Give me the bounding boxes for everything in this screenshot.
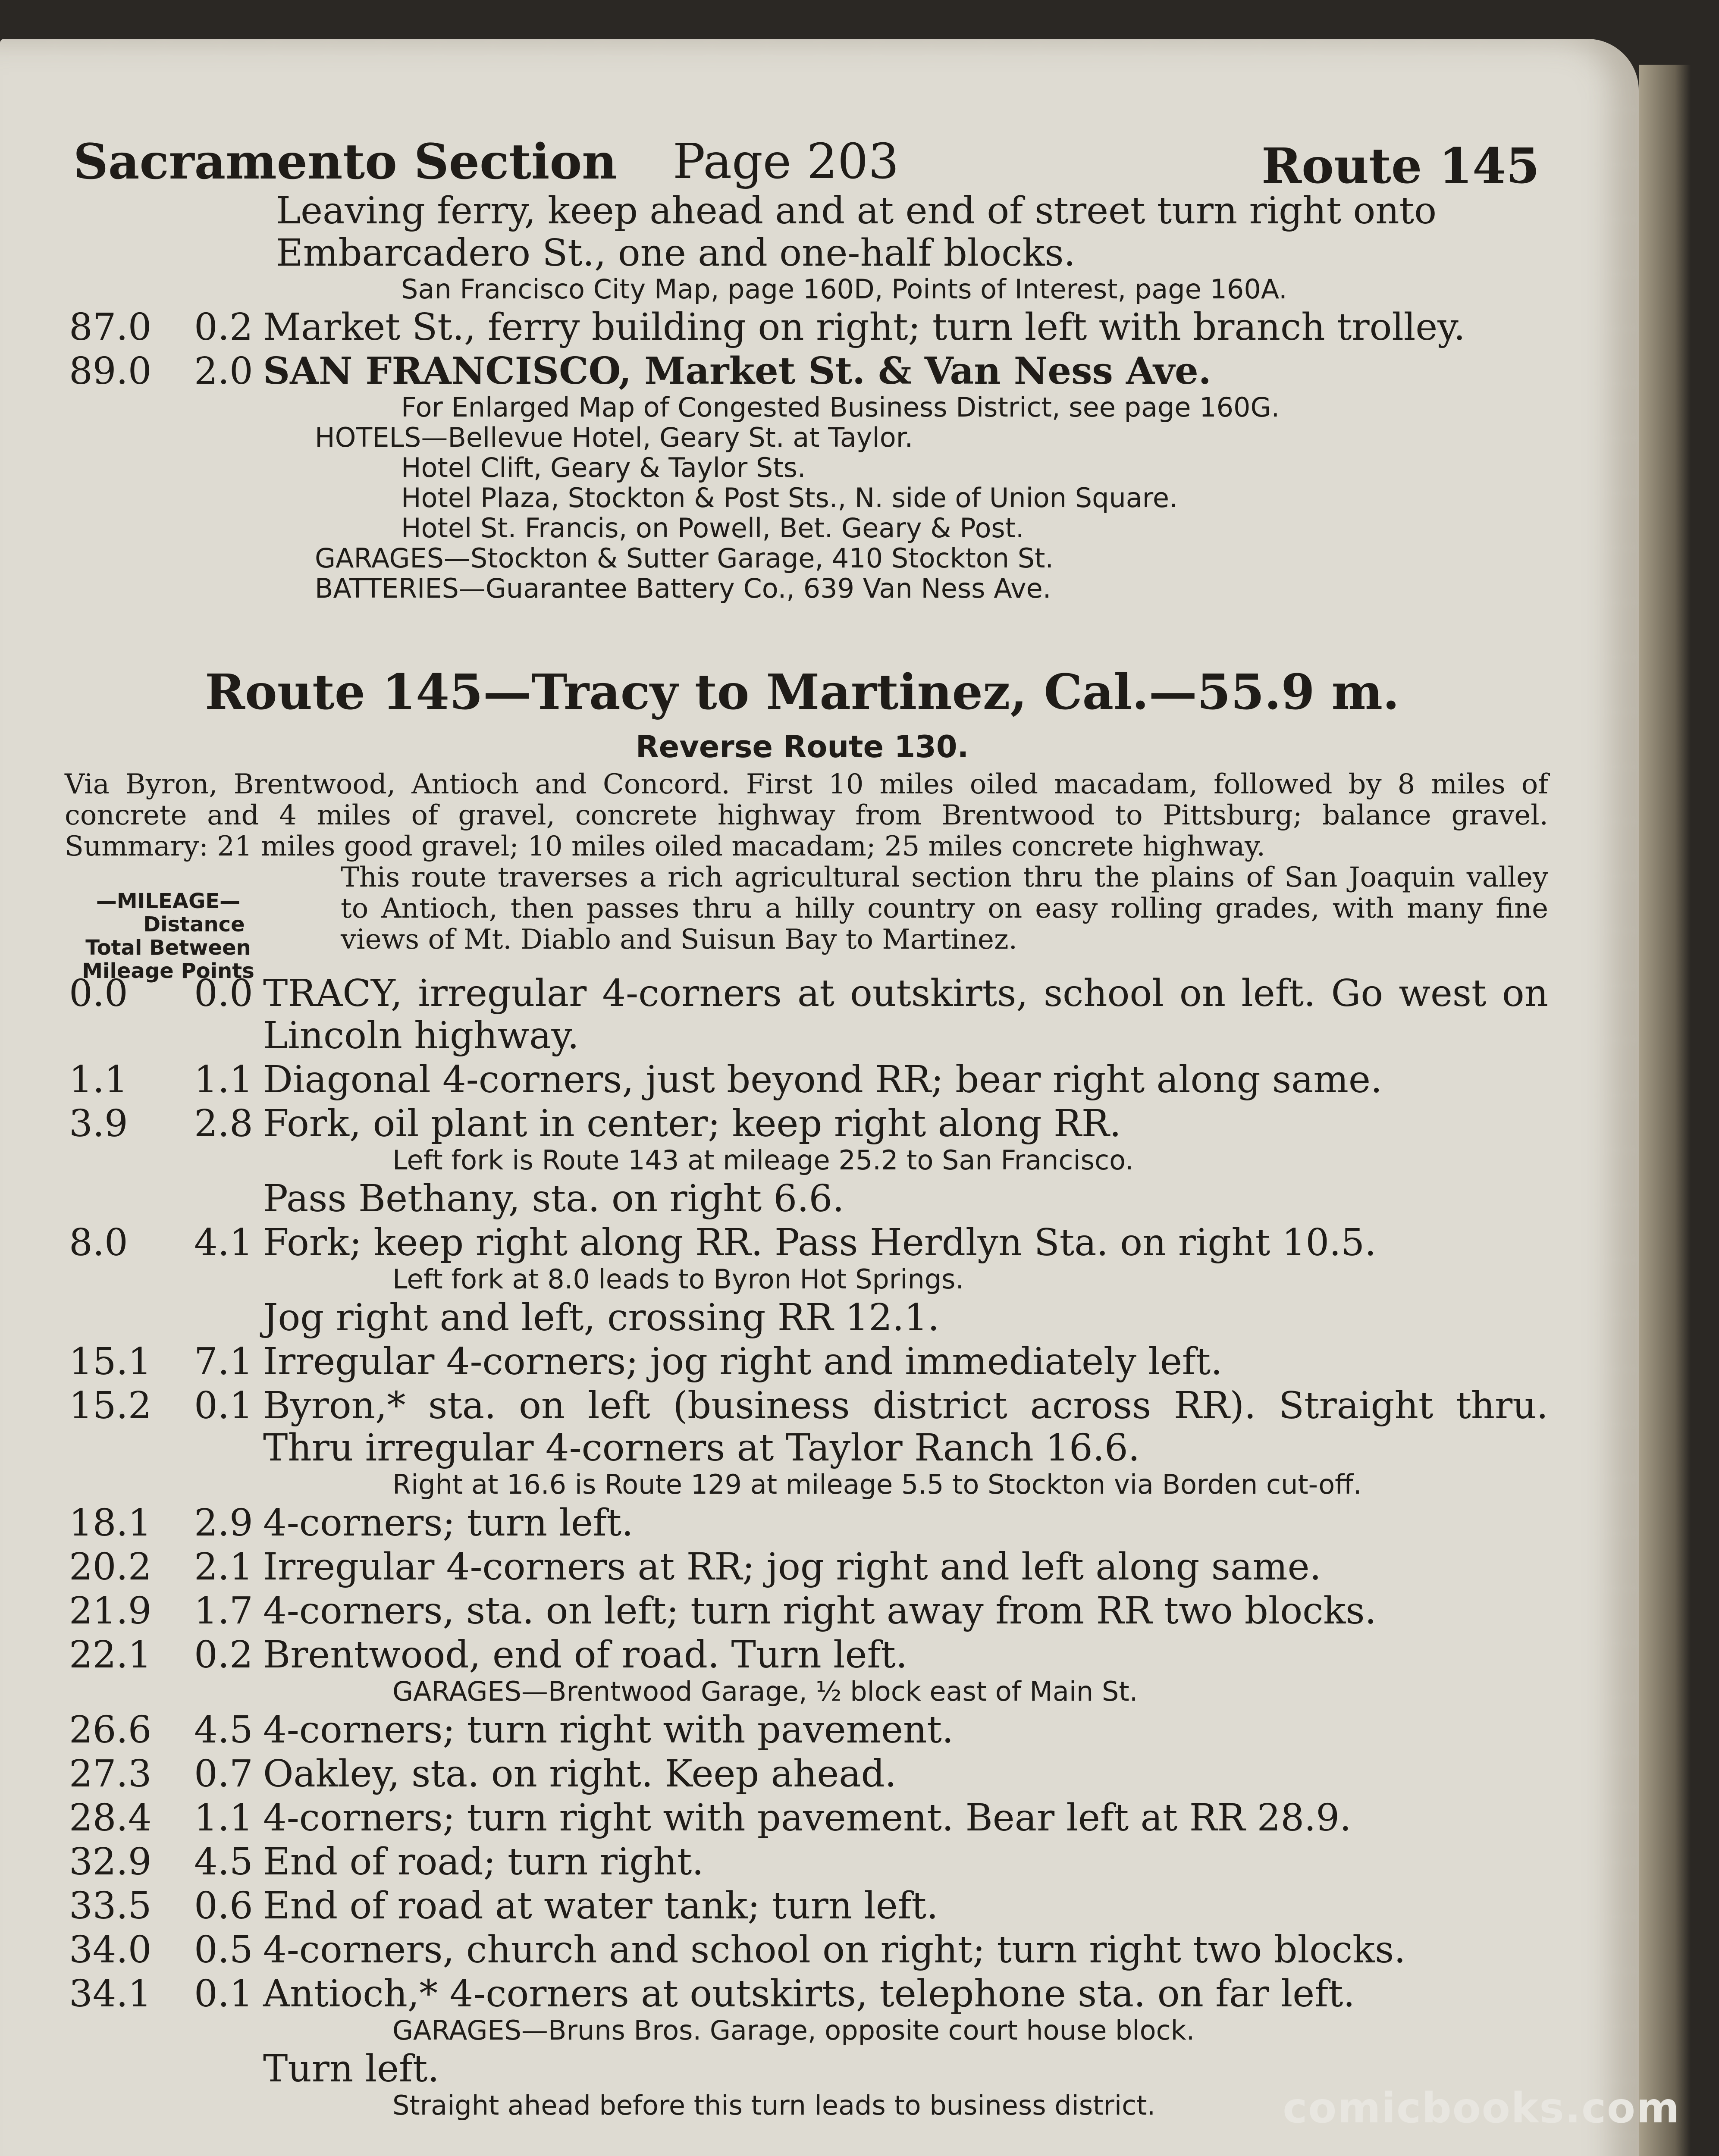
entry-row xyxy=(56,1709,1548,1751)
entry-note: Left fork at 8.0 leads to Byron Hot Springs. xyxy=(392,1263,964,1295)
distance: 4.1 xyxy=(194,1221,253,1264)
total-mileage: 20.2 xyxy=(69,1545,152,1589)
total-mileage: 3.9 xyxy=(69,1102,128,1145)
sf-note: Hotel Plaza, Stockton & Post Sts., N. side of Union Square. xyxy=(401,482,1178,514)
entry-text: Diagonal 4-corners, just beyond RR; bear right along same. xyxy=(263,1058,1383,1101)
guidebook-page xyxy=(0,39,1639,2156)
entry-row xyxy=(56,1502,1548,1544)
distance: 2.1 xyxy=(194,1545,253,1589)
distance: 2.0 xyxy=(194,350,253,393)
distance: 2.9 xyxy=(194,1501,253,1545)
total-mileage: 15.1 xyxy=(69,1340,152,1383)
entry-row xyxy=(56,1973,1548,2046)
total-mileage: 22.1 xyxy=(69,1633,152,1677)
intro-line-2: Embarcadero St., one and one-half blocks. xyxy=(276,232,1076,275)
entry-text: Jog right and left, crossing RR 12.1. xyxy=(263,1296,940,1339)
total-mileage: 28.4 xyxy=(69,1796,152,1839)
entry-row xyxy=(56,1929,1548,1971)
entry-note: GARAGES—Brentwood Garage, ½ block east of Main St. xyxy=(392,1676,1138,1707)
mileage-legend xyxy=(56,890,280,983)
entry-note: Right at 16.6 is Route 129 at mileage 5.5 to Stockton via Borden cut-off. xyxy=(392,1469,1362,1500)
page-content xyxy=(56,134,1548,2156)
distance: 0.1 xyxy=(194,1972,253,2015)
entry-text: 4-corners, church and school on right; turn right two blocks. xyxy=(263,1928,1406,1971)
mileage-points-label: Mileage Points xyxy=(82,959,254,983)
entry-row xyxy=(56,1590,1548,1632)
distance: 0.1 xyxy=(194,1384,253,1427)
entry-text: Fork, oil plant in center; keep right along RR. xyxy=(263,1102,1121,1145)
watermark: comicbooks.com xyxy=(1283,2084,1680,2132)
entry-text: End of road at water tank; turn left. xyxy=(263,1884,938,1927)
entry-text: 4-corners; turn left. xyxy=(263,1501,634,1545)
distance: 4.5 xyxy=(194,1840,253,1883)
top-entries xyxy=(56,306,1548,392)
distance: 0.2 xyxy=(194,306,253,349)
entry-row xyxy=(56,1546,1548,1588)
entry-row xyxy=(56,972,1548,1057)
entry-row xyxy=(56,1178,1548,1220)
distance: 0.2 xyxy=(194,1633,253,1677)
entry-text: End of road; turn right. xyxy=(263,1840,704,1883)
entry-text: Brentwood, end of road. Turn left. xyxy=(263,1633,908,1677)
mileage-distance-label: Distance xyxy=(143,912,245,937)
entry-text: 4-corners; turn right with pavement. Bear left at RR 28.9. xyxy=(263,1796,1352,1839)
entry-text: Byron,* sta. on left (business district across RR). Straight thru. Thru irregular 4-corners at Taylor Ranch 16.6. xyxy=(263,1384,1548,1470)
total-mileage: 34.0 xyxy=(69,1928,152,1971)
entry-text: 4-corners; turn right with pavement. xyxy=(263,1708,954,1752)
entry-row xyxy=(56,1634,1548,1707)
route-number: Route 145 xyxy=(1261,138,1540,194)
route-title: Route 145—Tracy to Martinez, Cal.—55.9 m. xyxy=(204,664,1400,721)
entry-text: Irregular 4-corners; jog right and immediately left. xyxy=(263,1340,1223,1383)
entry-text: Fork; keep right along RR. Pass Herdlyn Sta. on right 10.5. xyxy=(263,1221,1377,1264)
sf-note: GARAGES—Stockton & Sutter Garage, 410 Stockton St. xyxy=(315,542,1054,574)
entry-text: SAN FRANCISCO, Market St. & Van Ness Ave. xyxy=(263,349,1211,393)
entry-text: Oakley, sta. on right. Keep ahead. xyxy=(263,1752,897,1796)
total-mileage: 87.0 xyxy=(69,306,152,349)
total-mileage: 8.0 xyxy=(69,1221,128,1264)
book-edge xyxy=(1639,65,1691,2156)
total-mileage: 0.0 xyxy=(69,972,128,1015)
running-header xyxy=(56,134,1548,194)
mileage-label: —MILEAGE— xyxy=(96,889,241,913)
entry-row xyxy=(56,1059,1548,1101)
entry-row xyxy=(56,1222,1548,1295)
entry-row xyxy=(56,1841,1548,1883)
distance: 0.6 xyxy=(194,1884,253,1927)
intro-line-1: Leaving ferry, keep ahead and at end of street turn right onto xyxy=(276,189,1437,232)
sf-note: Hotel St. Francis, on Powell, Bet. Geary & Post. xyxy=(401,512,1024,544)
entry-note: Left fork is Route 143 at mileage 25.2 to San Francisco. xyxy=(392,1144,1134,1176)
distance: 0.0 xyxy=(194,972,253,1015)
mileage-total-label: Total Between xyxy=(85,936,251,960)
total-mileage: 26.6 xyxy=(69,1708,152,1752)
entry-note: GARAGES—Bruns Bros. Garage, opposite court house block. xyxy=(392,2015,1195,2046)
total-mileage: 34.1 xyxy=(69,1972,152,2015)
entry-text: Turn left. xyxy=(263,2047,439,2090)
route-description-block xyxy=(56,862,1548,983)
distance: 2.8 xyxy=(194,1102,253,1145)
entry-text: 4-corners, sta. on left; turn right away from RR two blocks. xyxy=(263,1589,1377,1633)
page-number: Page 203 xyxy=(673,134,899,190)
entry-row xyxy=(56,1103,1548,1176)
route-subtitle: Reverse Route 130. xyxy=(635,729,969,765)
sf-note: For Enlarged Map of Congested Business District, see page 160G. xyxy=(401,392,1280,423)
entry-row xyxy=(56,1297,1548,1339)
entry-row xyxy=(56,1885,1548,1927)
distance: 4.5 xyxy=(194,1708,253,1752)
sf-note: HOTELS—Bellevue Hotel, Geary St. at Taylor. xyxy=(315,422,913,453)
route-log xyxy=(56,972,1548,2121)
entry-row xyxy=(56,306,1548,348)
total-mileage: 21.9 xyxy=(69,1589,152,1633)
entry-row xyxy=(56,1385,1548,1500)
entry-row xyxy=(56,1797,1548,1839)
entry-text: Irregular 4-corners at RR; jog right and left along same. xyxy=(263,1545,1321,1589)
sf-note: BATTERIES—Guarantee Battery Co., 639 Van Ness Ave. xyxy=(315,573,1051,604)
entry-text: Pass Bethany, sta. on right 6.6. xyxy=(263,1177,844,1220)
total-mileage: 15.2 xyxy=(69,1384,152,1427)
intro-note: San Francisco City Map, page 160D, Points of Interest, page 160A. xyxy=(401,273,1287,305)
entry-note: Straight ahead before this turn leads to business district. xyxy=(392,2090,1156,2121)
distance: 7.1 xyxy=(194,1340,253,1383)
distance: 1.1 xyxy=(194,1796,253,1839)
entry-text: Antioch,* 4-corners at outskirts, telephone sta. on far left. xyxy=(263,1972,1355,2015)
entry-text: TRACY, irregular 4-corners at outskirts, school on left. Go west on Lincoln highway. xyxy=(263,972,1548,1057)
entry-row xyxy=(56,1753,1548,1795)
entry-text: Market St., ferry building on right; turn left with branch trolley. xyxy=(263,306,1465,349)
total-mileage: 89.0 xyxy=(69,350,152,393)
total-mileage: 18.1 xyxy=(69,1501,152,1545)
route-description: Via Byron, Brentwood, Antioch and Concord. First 10 miles oiled macadam, followed by 8 miles of concrete and 4 miles of gravel, concrete highway from Brentwood to Pittsburg; balance gravel. Summary: 21 miles good gravel; 10 miles oiled macadam; 25 miles concrete highway. xyxy=(65,768,1548,862)
distance: 0.7 xyxy=(194,1752,253,1796)
entry-row xyxy=(56,1341,1548,1383)
sf-note: Hotel Clift, Geary & Taylor Sts. xyxy=(401,452,806,483)
entry-row xyxy=(56,350,1548,392)
distance: 1.7 xyxy=(194,1589,253,1633)
total-mileage: 32.9 xyxy=(69,1840,152,1883)
total-mileage: 27.3 xyxy=(69,1752,152,1796)
section-title: Sacramento Section xyxy=(73,134,617,190)
total-mileage: 1.1 xyxy=(69,1058,128,1101)
total-mileage: 33.5 xyxy=(69,1884,152,1927)
distance: 1.1 xyxy=(194,1058,253,1101)
san-francisco-notes xyxy=(56,392,1548,604)
route-description-2: This route traverses a rich agricultural section thru the plains of San Joaquin valley to Antioch, then passes thru a hilly country on easy rolling grades, with many fine views of Mt. Diablo and Suisun Bay to Martinez. xyxy=(341,862,1548,956)
distance: 0.5 xyxy=(194,1928,253,1971)
